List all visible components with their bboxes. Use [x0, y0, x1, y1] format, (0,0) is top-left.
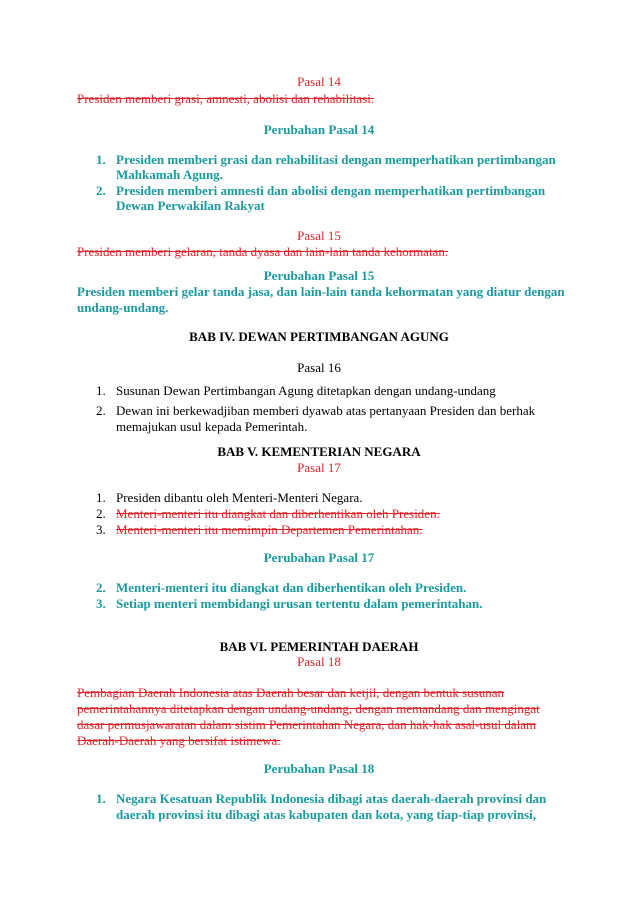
pasal-17-new-item-3-text: Setiap menteri membidangi urusan tertentu dalam pemerintahan. — [116, 596, 483, 611]
pasal-15-new-line-1: Presiden memberi gelar tanda jasa, dan lain-lain tanda kehormatan yang diatur dengan — [77, 284, 565, 299]
pasal-17-item-2-old-text: Menteri-menteri itu diangkat dan diberhentikan oleh Presiden. — [116, 506, 440, 521]
pasal-14-item-1-line-2: Mahkamah Agung. — [116, 167, 223, 182]
pasal-15-new-line-2: undang-undang. — [77, 300, 169, 315]
pasal-16-item-2-line-1: Dewan ini berkewadjiban memberi dyawab atas pertanyaan Presiden dan berhak — [116, 403, 536, 418]
pasal-16-heading: Pasal 16 — [297, 360, 341, 375]
pasal-14-item-1-number: 1. — [96, 152, 106, 167]
pasal-17-change-heading: Perubahan Pasal 17 — [263, 550, 375, 565]
pasal-18-new-item-1-line-1: Negara Kesatuan Republik Indonesia dibagi atas daerah-daerah provinsi dan — [116, 791, 547, 806]
pasal-18-old-line-1: Pembagian Daerah Indonesia atas Daerah besar dan ketjil, dengan bentuk susunan — [77, 685, 505, 700]
pasal-15-heading: Pasal 15 — [297, 228, 341, 243]
pasal-14-item-2-line-2: Dewan Perwakilan Rakyat — [116, 198, 265, 213]
pasal-15-change-heading: Perubahan Pasal 15 — [263, 268, 375, 283]
bab-6-title: BAB VI. PEMERINTAH DAERAH — [219, 639, 419, 654]
pasal-16-item-1-number: 1. — [96, 383, 106, 398]
pasal-17-item-1-number: 1. — [96, 490, 106, 505]
pasal-15-old-text: Presiden memberi gelaran, tanda dyasa dan lain-lain tanda kehormatan. — [77, 244, 449, 259]
pasal-17-new-item-2-text: Menteri-menteri itu diangkat dan diberhentikan oleh Presiden. — [116, 580, 467, 595]
pasal-17-new-item-3-number: 3. — [96, 596, 106, 611]
bab-4-title: BAB IV. DEWAN PERTIMBANGAN AGUNG — [189, 329, 449, 344]
pasal-17-heading: Pasal 17 — [297, 460, 341, 475]
pasal-17-new-item-2-number: 2. — [96, 580, 106, 595]
bab-5-title: BAB V. KEMENTERIAN NEGARA — [217, 444, 421, 459]
pasal-17-item-1-text: Presiden dibantu oleh Menteri-Menteri Negara. — [116, 490, 363, 505]
pasal-18-new-item-1-number: 1. — [96, 791, 106, 806]
pasal-16-item-2-number: 2. — [96, 403, 106, 418]
pasal-18-heading: Pasal 18 — [297, 654, 341, 669]
pasal-18-old-line-3: dasar permusjawaratan dalam sistim Pemerintahan Negara, dan hak-hak asal-usul dalam — [77, 717, 537, 732]
pasal-14-heading: Pasal 14 — [297, 74, 341, 89]
pasal-18-old-line-2: pemerintahannya ditetapkan dengan undang-undang, dengan memandang dan mengingat — [77, 701, 540, 716]
pasal-17-item-3-old-text: Menteri-menteri itu memimpin Departemen Pemerintahan. — [116, 522, 423, 537]
pasal-17-item-2-number: 2. — [96, 506, 106, 521]
pasal-16-item-1-text: Susunan Dewan Pertimbangan Agung ditetapkan dengan undang-undang — [116, 383, 496, 398]
pasal-18-change-heading: Perubahan Pasal 18 — [263, 761, 375, 776]
pasal-14-change-heading: Perubahan Pasal 14 — [263, 122, 375, 137]
pasal-18-new-item-1-line-2: daerah provinsi itu dibagi atas kabupaten dan kota, yang tiap-tiap provinsi, — [116, 807, 536, 822]
pasal-18-old-line-4: Daerah-Daerah yang bersifat istimewa. — [77, 733, 281, 748]
pasal-14-item-2-number: 2. — [96, 183, 106, 198]
pasal-17-item-3-number: 3. — [96, 522, 106, 537]
pasal-16-item-2-line-2: memajukan usul kepada Pemerintah. — [116, 419, 308, 434]
pasal-14-item-1-line-1: Presiden memberi grasi dan rehabilitasi dengan memperhatikan pertimbangan — [116, 152, 556, 167]
pasal-14-item-2-line-1: Presiden memberi amnesti dan abolisi dengan memperhatikan pertimbangan — [116, 183, 546, 198]
pasal-14-old-text: Presiden memberi grasi, amnesti, abolisi dan rehabilitasi. — [77, 91, 375, 106]
